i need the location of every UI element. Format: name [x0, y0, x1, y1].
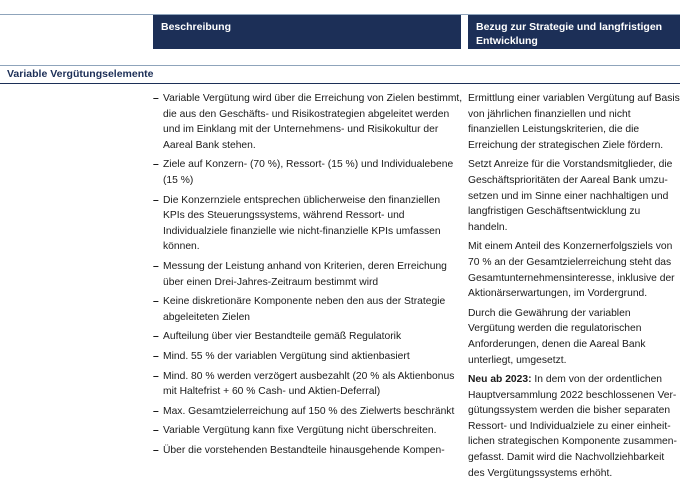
list-item: – Mind. 55 % der variablen Vergütung sind aktienbasiert — [153, 349, 463, 365]
list-item: – Variable Vergütung kann fixe Vergütung nicht überschreiten. — [153, 423, 463, 439]
bullet-dash: – — [153, 296, 159, 308]
row-label: Variable Vergütungselemente — [7, 68, 154, 80]
list-item: – Über die vorstehenden Bestandteile hinausgehende Kompen- — [153, 443, 463, 459]
strategy-paragraph: Mit einem Anteil des Konzernerfolgsziels von 70 % an der Gesamtzielerreichung steht das Gesamtunternehmensinteresse, inklusive der Aktionärserwartungen, im Vordergrund. — [468, 241, 675, 300]
header-strategy-label: Bezug zur Strategie und langfristigen Entwicklung — [476, 21, 663, 47]
bullet-dash: – — [153, 93, 159, 104]
bullet-dash: – — [153, 194, 159, 206]
strategy-paragraph: Durch die Gewährung der variablen Vergütung werden die regulatorischen Anforderungen, denen die Aareal Bank unterliegt, umgesetzt. — [468, 307, 646, 366]
strategy-new-label: Neu ab 2023: — [468, 374, 532, 386]
bullet-dash: – — [153, 425, 159, 437]
strategy-new-text: In dem von der ordentlichen Hauptversammlung 2022 beschlossenen Vergütungssystem werden die bisher separaten Ressort- und Individualziele zu einer einheitlichen strategischen Komponente zusammengefasst. Damit wird die Nachvollziehbarkeit des Vergütungssystems erhöht. — [468, 374, 677, 479]
bullet-dash: – — [153, 405, 159, 417]
description-column — [153, 91, 463, 462]
list-item: – Keine diskretionäre Komponente neben den aus der Strategie abgeleiteten Zielen — [153, 296, 446, 323]
bullet-dash: – — [153, 350, 159, 362]
list-item: – Messung der Leistung anhand von Kriterien, deren Erreichung über einen Drei-Jahres-Zeitraum bestimmt wird — [153, 260, 447, 288]
bullet-dash: – — [153, 159, 159, 171]
bullet-dash: – — [153, 444, 159, 456]
list-item: – Ziele auf Konzern- (70 %), Ressort- (15 %) und Individualebene (15 %) — [153, 159, 454, 186]
bullet-dash: – — [153, 370, 159, 382]
list-item: – Mind. 80 % werden verzögert ausbezahlt (20 % als Aktienbonus mit Haltefrist + 60 % Cash- und Aktien-Deferral) — [153, 370, 455, 398]
header-strategy — [468, 15, 680, 49]
list-item: – Aufteilung über vier Bestandteile gemäß Regulatorik — [153, 329, 463, 345]
list-item: – Die Konzernziele entsprechen üblicherweise den finanziellen KPIs des Steuerungssystems, während Ressort- und Individualziele finanzielle wie nicht-finanzielle KPIs umfassen können. — [153, 194, 441, 253]
strategy-paragraph: Setzt Anreize für die Vorstandsmitglieder, die Geschäftsprioritäten der Aareal Bank umzusetzen und im Sinne einer nachhaltigen und langfristigen Geschäftsentwicklung zu handeln. — [468, 159, 673, 233]
list-item: – Max. Gesamtzielerreichung auf 150 % des Zielwerts beschränkt — [153, 404, 463, 420]
row-rule-top — [0, 65, 680, 66]
strategy-column — [468, 91, 680, 485]
header-description — [153, 15, 461, 49]
strategy-paragraph: Ermittlung einer variablen Vergütung auf Basis von jährlichen finanziellen und nicht finanziellen Leistungskriterien, die die Erreichung der strategischen Ziele fördern. — [468, 93, 680, 151]
header-description-label: Beschreibung — [161, 21, 232, 33]
strategy-new-paragraph — [468, 372, 680, 481]
list-item: – Variable Vergütung wird über die Erreichung von Zielen bestimmt, die aus den Geschäfts- und Risikostrategien abgeleitet werden und im Einklang mit der Unternehmens- und Risikokultur der Aareal Bank stehen. — [153, 93, 463, 151]
row-rule-bottom — [0, 83, 680, 84]
bullet-dash: – — [153, 260, 159, 272]
bullet-dash: – — [153, 331, 159, 343]
